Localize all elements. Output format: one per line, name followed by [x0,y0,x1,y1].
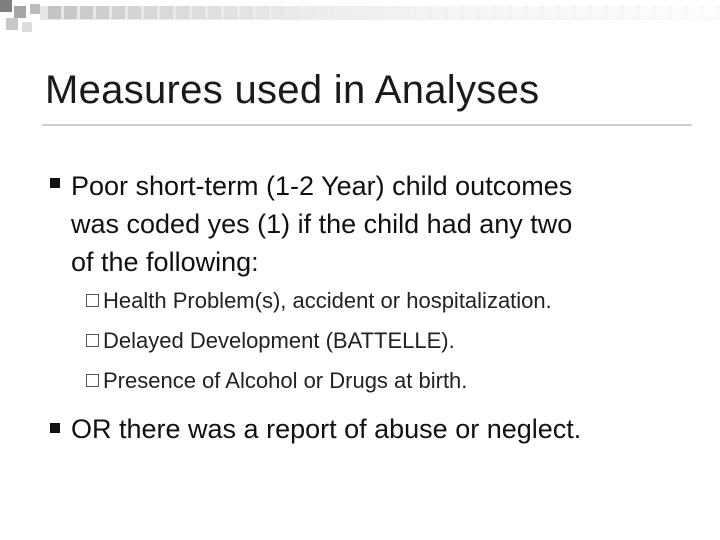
checkbox-outline-icon [86,374,99,387]
filled-square-icon [50,423,60,433]
sub-bullet-text: Health Problem(s), accident or hospitalization. [103,288,552,313]
header-decoration [0,0,720,40]
sub-bullet-text: Presence of Alcohol or Drugs at birth. [103,368,468,393]
sub-bullet-item [86,368,467,394]
decor-square [30,4,40,14]
bullet-text: OR there was a report of abuse or neglect. [71,414,582,444]
sub-bullet-item [86,328,455,354]
decor-square [22,22,32,32]
decor-square [6,18,18,30]
filled-square-icon [50,178,60,188]
decor-square [14,6,26,18]
decor-square [0,0,12,12]
bullet-text: Poor short-term (1-2 Year) child outcomes was coded yes (1) if the child had any two of the following: [71,171,573,277]
sub-bullet-item [86,288,552,314]
checkbox-outline-icon [86,334,99,347]
decorative-squares [0,0,720,40]
sub-bullet-text: Delayed Development (BATTELLE). [103,328,455,353]
slide-title: Measures used in Analyses [45,68,540,112]
checkbox-outline-icon [86,294,99,307]
title-divider [42,124,692,126]
